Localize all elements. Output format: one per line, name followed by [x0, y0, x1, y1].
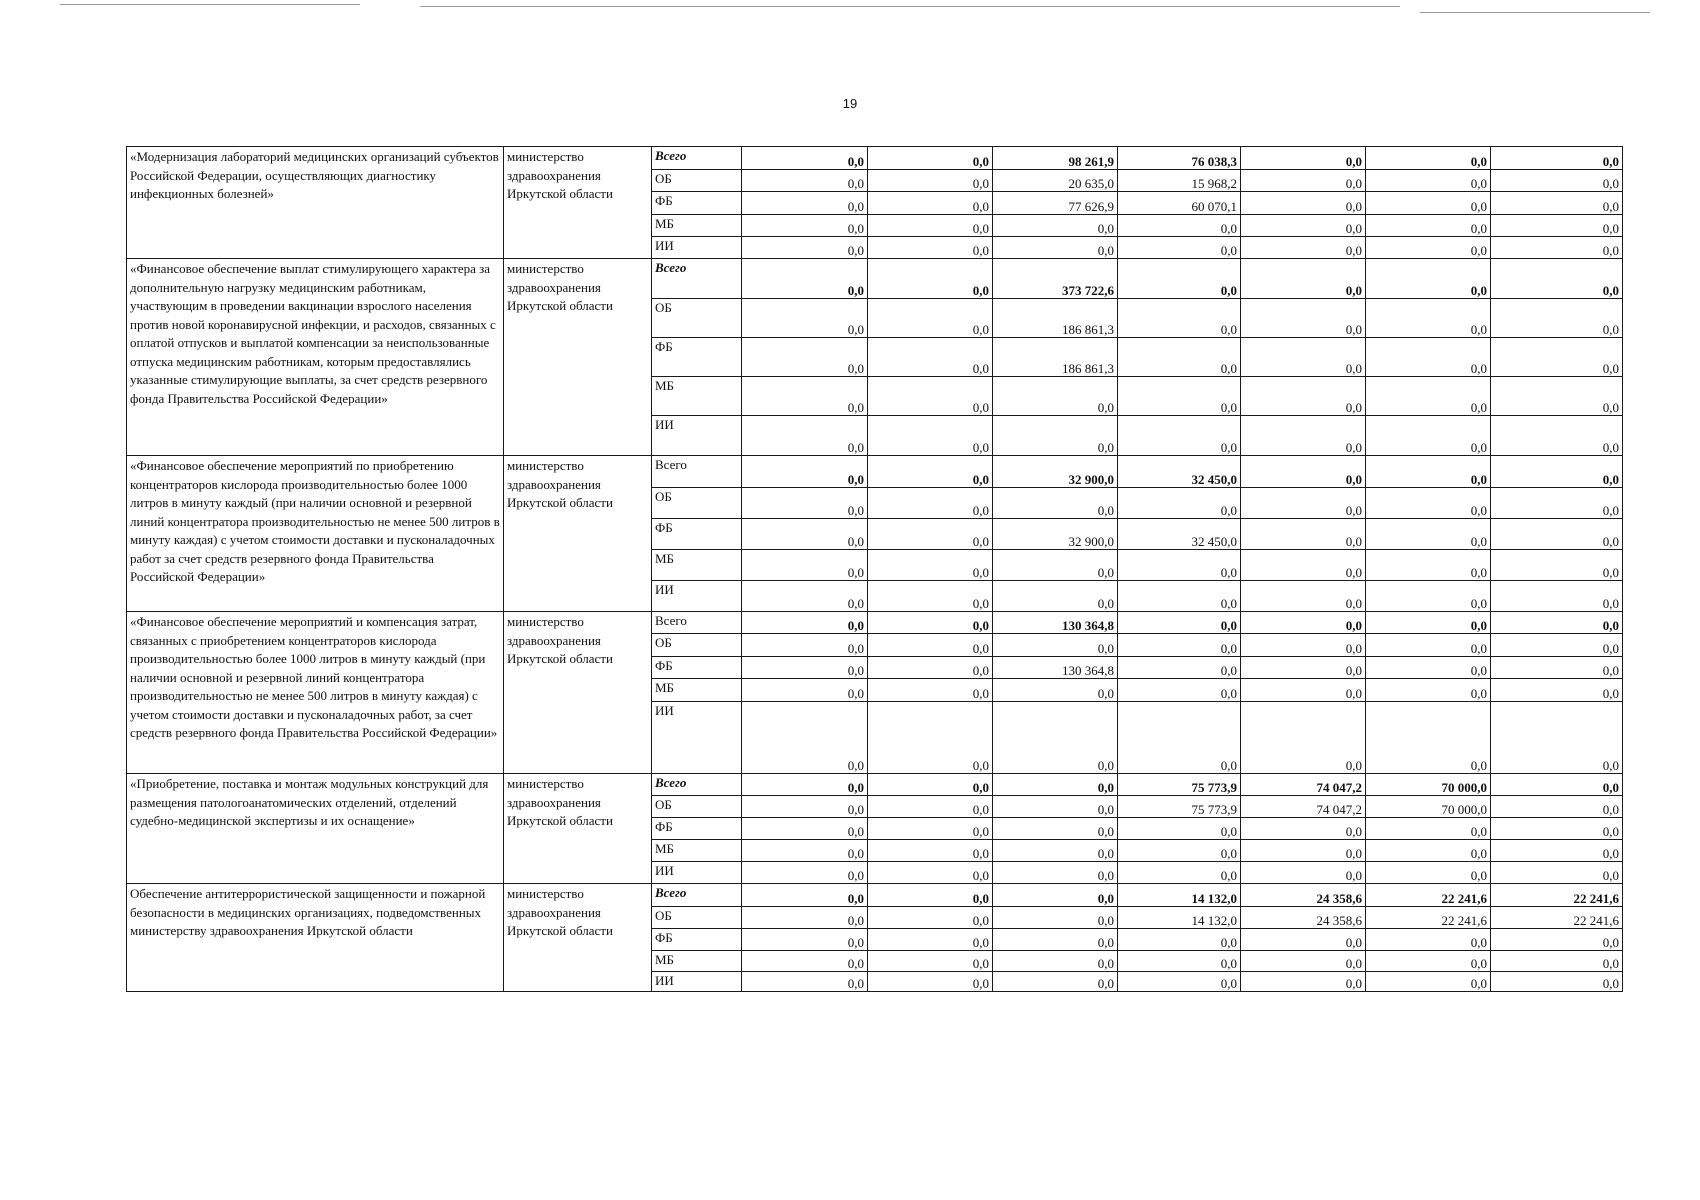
amount-cell: 0,0 — [1241, 929, 1366, 951]
amount-cell: 0,0 — [742, 818, 868, 840]
funding-source: ИИ — [652, 237, 742, 259]
responsible-executor: министерство здравоохранения Иркутской области — [504, 147, 652, 259]
amount-cell: 0,0 — [1491, 796, 1623, 818]
amount-cell: 0,0 — [868, 657, 993, 679]
funding-source: ИИ — [652, 416, 742, 456]
amount-cell: 75 773,9 — [1118, 774, 1241, 796]
amount-cell: 0,0 — [1241, 456, 1366, 488]
amount-cell: 0,0 — [1366, 170, 1491, 192]
amount-cell: 0,0 — [1491, 488, 1623, 519]
amount-cell: 0,0 — [1241, 259, 1366, 299]
amount-cell: 22 241,6 — [1366, 907, 1491, 929]
amount-cell: 0,0 — [868, 634, 993, 657]
funding-source: МБ — [652, 951, 742, 972]
amount-cell: 373 722,6 — [993, 259, 1118, 299]
amount-cell: 74 047,2 — [1241, 796, 1366, 818]
amount-cell: 0,0 — [742, 215, 868, 237]
amount-cell: 0,0 — [742, 237, 868, 259]
amount-cell: 0,0 — [742, 259, 868, 299]
amount-cell: 0,0 — [993, 679, 1118, 702]
amount-cell: 0,0 — [742, 488, 868, 519]
amount-cell: 76 038,3 — [1118, 147, 1241, 170]
amount-cell: 0,0 — [1491, 818, 1623, 840]
amount-cell: 0,0 — [1241, 147, 1366, 170]
amount-cell: 0,0 — [1118, 840, 1241, 862]
amount-cell: 0,0 — [1241, 612, 1366, 634]
amount-cell: 0,0 — [1241, 818, 1366, 840]
amount-cell: 130 364,8 — [993, 612, 1118, 634]
amount-cell: 0,0 — [1366, 840, 1491, 862]
amount-cell: 0,0 — [1366, 657, 1491, 679]
funding-source: ИИ — [652, 702, 742, 774]
activity-name: «Финансовое обеспечение выплат стимулирующего характера за дополнительную нагрузку медицинским работникам, участвующим в проведении вакцинации взрослого населения против новой коронавирусной инфекции, и расходов, связанных с оплатой отпусков и выплатой компенсации за неиспользованные отпуска медицинским работникам, которым предоставлялись указанные стимулирующие выплаты, за счет средств резервного фонда Правительства Российской Федерации» — [127, 259, 504, 456]
amount-cell: 0,0 — [1366, 259, 1491, 299]
amount-cell: 0,0 — [1241, 840, 1366, 862]
funding-source: ОБ — [652, 488, 742, 519]
amount-cell: 0,0 — [1491, 192, 1623, 215]
amount-cell: 0,0 — [1366, 634, 1491, 657]
amount-cell: 0,0 — [1491, 170, 1623, 192]
amount-cell: 0,0 — [993, 634, 1118, 657]
amount-cell: 0,0 — [1118, 299, 1241, 338]
amount-cell: 0,0 — [1491, 237, 1623, 259]
amount-cell: 186 861,3 — [993, 299, 1118, 338]
amount-cell: 0,0 — [1366, 679, 1491, 702]
activity-name: «Финансовое обеспечение мероприятий и компенсация затрат, связанных с приобретением концентраторов кислорода производительностью более 1000 литров в минуту каждый (при наличии основной и резервной линий концентратора производительностью не менее 500 литров в минуту каждая) с учетом стоимости доставки и пусконаладочных работ, за счет средств резервного фонда Правительства Российской Федерации» — [127, 612, 504, 774]
amount-cell: 0,0 — [1118, 702, 1241, 774]
amount-cell: 32 450,0 — [1118, 519, 1241, 550]
funding-source: ИИ — [652, 862, 742, 884]
amount-cell: 0,0 — [868, 702, 993, 774]
amount-cell: 0,0 — [742, 774, 868, 796]
amount-cell: 0,0 — [868, 796, 993, 818]
amount-cell: 0,0 — [1118, 259, 1241, 299]
amount-cell: 0,0 — [993, 862, 1118, 884]
funding-source: ИИ — [652, 972, 742, 992]
amount-cell: 0,0 — [742, 192, 868, 215]
amount-cell: 0,0 — [1241, 702, 1366, 774]
amount-cell: 0,0 — [1118, 488, 1241, 519]
amount-cell: 0,0 — [742, 796, 868, 818]
amount-cell: 14 132,0 — [1118, 884, 1241, 907]
amount-cell: 0,0 — [868, 679, 993, 702]
funding-source: ФБ — [652, 657, 742, 679]
amount-cell: 22 241,6 — [1491, 907, 1623, 929]
amount-cell: 24 358,6 — [1241, 884, 1366, 907]
funding-source: ОБ — [652, 634, 742, 657]
amount-cell: 0,0 — [1491, 612, 1623, 634]
amount-cell: 0,0 — [1241, 215, 1366, 237]
amount-cell: 24 358,6 — [1241, 907, 1366, 929]
amount-cell: 0,0 — [1491, 840, 1623, 862]
amount-cell: 0,0 — [1118, 377, 1241, 416]
amount-cell: 0,0 — [868, 519, 993, 550]
amount-cell: 0,0 — [742, 951, 868, 972]
amount-cell: 0,0 — [1241, 338, 1366, 377]
amount-cell: 60 070,1 — [1118, 192, 1241, 215]
amount-cell: 0,0 — [742, 679, 868, 702]
funding-source: Всего — [652, 884, 742, 907]
amount-cell: 0,0 — [742, 840, 868, 862]
amount-cell: 0,0 — [1366, 951, 1491, 972]
funding-source: МБ — [652, 679, 742, 702]
amount-cell: 0,0 — [742, 612, 868, 634]
funding-source: ИИ — [652, 581, 742, 612]
amount-cell: 0,0 — [1118, 416, 1241, 456]
amount-cell: 0,0 — [993, 550, 1118, 581]
amount-cell: 0,0 — [742, 581, 868, 612]
amount-cell: 0,0 — [868, 488, 993, 519]
amount-cell: 0,0 — [1491, 951, 1623, 972]
amount-cell: 0,0 — [742, 147, 868, 170]
amount-cell: 0,0 — [1118, 612, 1241, 634]
responsible-executor: министерство здравоохранения Иркутской области — [504, 612, 652, 774]
amount-cell: 0,0 — [868, 237, 993, 259]
amount-cell: 0,0 — [1118, 581, 1241, 612]
amount-cell: 0,0 — [1491, 702, 1623, 774]
amount-cell: 0,0 — [1118, 929, 1241, 951]
amount-cell: 0,0 — [1241, 634, 1366, 657]
amount-cell: 0,0 — [1366, 338, 1491, 377]
amount-cell: 0,0 — [742, 657, 868, 679]
activity-name: Обеспечение антитеррористической защищенности и пожарной безопасности в медицинских организациях, подведомственных министерству здравоохранения Иркутской области — [127, 884, 504, 992]
page-number: 19 — [842, 96, 858, 111]
amount-cell: 0,0 — [993, 774, 1118, 796]
budget-table — [126, 146, 1623, 992]
table-row — [127, 774, 1623, 796]
amount-cell: 0,0 — [1491, 456, 1623, 488]
amount-cell: 0,0 — [742, 884, 868, 907]
amount-cell: 0,0 — [1366, 929, 1491, 951]
amount-cell: 0,0 — [1366, 192, 1491, 215]
amount-cell: 0,0 — [1118, 951, 1241, 972]
amount-cell: 0,0 — [993, 237, 1118, 259]
amount-cell: 0,0 — [868, 951, 993, 972]
amount-cell: 0,0 — [1241, 416, 1366, 456]
amount-cell: 0,0 — [1491, 215, 1623, 237]
amount-cell: 0,0 — [1241, 972, 1366, 992]
amount-cell: 0,0 — [993, 818, 1118, 840]
amount-cell: 0,0 — [1366, 818, 1491, 840]
amount-cell: 0,0 — [1241, 519, 1366, 550]
funding-source: ФБ — [652, 519, 742, 550]
amount-cell: 0,0 — [1366, 702, 1491, 774]
amount-cell: 32 900,0 — [993, 519, 1118, 550]
activity-name: «Приобретение, поставка и монтаж модульных конструкций для размещения патологоанатомических отделений, отделений судебно-медицинской экспертизы и их оснащение» — [127, 774, 504, 884]
amount-cell: 0,0 — [993, 907, 1118, 929]
amount-cell: 0,0 — [868, 884, 993, 907]
amount-cell: 0,0 — [868, 818, 993, 840]
amount-cell: 0,0 — [1491, 581, 1623, 612]
funding-source: МБ — [652, 215, 742, 237]
amount-cell: 0,0 — [1491, 634, 1623, 657]
funding-source: ФБ — [652, 192, 742, 215]
amount-cell: 0,0 — [1491, 519, 1623, 550]
amount-cell: 0,0 — [868, 550, 993, 581]
amount-cell: 0,0 — [1491, 862, 1623, 884]
amount-cell: 0,0 — [742, 972, 868, 992]
amount-cell: 0,0 — [993, 840, 1118, 862]
amount-cell: 0,0 — [1491, 147, 1623, 170]
amount-cell: 0,0 — [1366, 215, 1491, 237]
amount-cell: 0,0 — [1241, 299, 1366, 338]
funding-source: Всего — [652, 259, 742, 299]
amount-cell: 0,0 — [742, 929, 868, 951]
table-row — [127, 884, 1623, 907]
amount-cell: 0,0 — [868, 215, 993, 237]
amount-cell: 0,0 — [1241, 237, 1366, 259]
amount-cell: 0,0 — [868, 259, 993, 299]
funding-source: ОБ — [652, 170, 742, 192]
amount-cell: 0,0 — [868, 907, 993, 929]
amount-cell: 0,0 — [868, 862, 993, 884]
amount-cell: 0,0 — [993, 702, 1118, 774]
amount-cell: 22 241,6 — [1366, 884, 1491, 907]
amount-cell: 20 635,0 — [993, 170, 1118, 192]
amount-cell: 0,0 — [1366, 456, 1491, 488]
amount-cell: 0,0 — [993, 884, 1118, 907]
amount-cell: 0,0 — [868, 338, 993, 377]
amount-cell: 0,0 — [1241, 679, 1366, 702]
amount-cell: 0,0 — [1491, 259, 1623, 299]
funding-source: МБ — [652, 840, 742, 862]
amount-cell: 0,0 — [868, 377, 993, 416]
amount-cell: 0,0 — [868, 612, 993, 634]
funding-source: Всего — [652, 147, 742, 170]
funding-source: Всего — [652, 612, 742, 634]
amount-cell: 0,0 — [742, 299, 868, 338]
amount-cell: 70 000,0 — [1366, 774, 1491, 796]
responsible-executor: министерство здравоохранения Иркутской области — [504, 774, 652, 884]
amount-cell: 32 900,0 — [993, 456, 1118, 488]
amount-cell: 0,0 — [1491, 377, 1623, 416]
amount-cell: 74 047,2 — [1241, 774, 1366, 796]
amount-cell: 0,0 — [1241, 951, 1366, 972]
amount-cell: 0,0 — [868, 192, 993, 215]
amount-cell: 0,0 — [993, 488, 1118, 519]
amount-cell: 0,0 — [1118, 657, 1241, 679]
scan-artifact — [420, 6, 1400, 7]
amount-cell: 98 261,9 — [993, 147, 1118, 170]
amount-cell: 0,0 — [1491, 774, 1623, 796]
scan-artifact — [60, 4, 360, 5]
amount-cell: 0,0 — [993, 581, 1118, 612]
amount-cell: 0,0 — [1491, 416, 1623, 456]
activity-name: «Финансовое обеспечение мероприятий по приобретению концентраторов кислорода производительностью более 1000 литров в минуту каждый (при наличии основной и резервной линий концентратора производительностью не менее 500 литров в минуту каждая) с учетом стоимости доставки и пусконаладочных работ за счет средств резервного фонда Правительства Российской Федерации» — [127, 456, 504, 612]
table-row — [127, 147, 1623, 170]
amount-cell: 0,0 — [742, 456, 868, 488]
amount-cell: 0,0 — [1366, 377, 1491, 416]
amount-cell: 0,0 — [1241, 170, 1366, 192]
funding-source: ОБ — [652, 796, 742, 818]
responsible-executor: министерство здравоохранения Иркутской области — [504, 456, 652, 612]
amount-cell: 0,0 — [1366, 612, 1491, 634]
amount-cell: 0,0 — [1118, 338, 1241, 377]
amount-cell: 0,0 — [1491, 299, 1623, 338]
amount-cell: 0,0 — [868, 147, 993, 170]
amount-cell: 0,0 — [742, 907, 868, 929]
amount-cell: 0,0 — [1241, 581, 1366, 612]
amount-cell: 0,0 — [1366, 416, 1491, 456]
responsible-executor: министерство здравоохранения Иркутской области — [504, 884, 652, 992]
amount-cell: 0,0 — [993, 215, 1118, 237]
funding-source: ФБ — [652, 338, 742, 377]
table-row — [127, 612, 1623, 634]
amount-cell: 0,0 — [1366, 862, 1491, 884]
amount-cell: 75 773,9 — [1118, 796, 1241, 818]
amount-cell: 14 132,0 — [1118, 907, 1241, 929]
amount-cell: 0,0 — [742, 634, 868, 657]
amount-cell: 0,0 — [742, 377, 868, 416]
amount-cell: 130 364,8 — [993, 657, 1118, 679]
amount-cell: 0,0 — [993, 951, 1118, 972]
amount-cell: 0,0 — [1241, 488, 1366, 519]
amount-cell: 0,0 — [742, 338, 868, 377]
amount-cell: 0,0 — [1366, 519, 1491, 550]
responsible-executor: министерство здравоохранения Иркутской области — [504, 259, 652, 456]
amount-cell: 0,0 — [1241, 192, 1366, 215]
amount-cell: 0,0 — [1366, 550, 1491, 581]
amount-cell: 0,0 — [1118, 818, 1241, 840]
amount-cell: 0,0 — [993, 796, 1118, 818]
amount-cell: 0,0 — [1118, 237, 1241, 259]
amount-cell: 0,0 — [1118, 634, 1241, 657]
amount-cell: 0,0 — [742, 862, 868, 884]
amount-cell: 0,0 — [868, 170, 993, 192]
amount-cell: 0,0 — [1118, 215, 1241, 237]
amount-cell: 32 450,0 — [1118, 456, 1241, 488]
amount-cell: 0,0 — [1366, 147, 1491, 170]
amount-cell: 0,0 — [1491, 679, 1623, 702]
amount-cell: 0,0 — [993, 929, 1118, 951]
funding-source: ОБ — [652, 299, 742, 338]
funding-source: ФБ — [652, 929, 742, 951]
amount-cell: 0,0 — [1366, 299, 1491, 338]
amount-cell: 0,0 — [1241, 657, 1366, 679]
amount-cell: 0,0 — [1366, 488, 1491, 519]
amount-cell: 0,0 — [1366, 581, 1491, 612]
amount-cell: 0,0 — [1366, 972, 1491, 992]
table-row — [127, 456, 1623, 488]
funding-source: МБ — [652, 377, 742, 416]
amount-cell: 0,0 — [993, 972, 1118, 992]
amount-cell: 0,0 — [868, 456, 993, 488]
amount-cell: 70 000,0 — [1366, 796, 1491, 818]
amount-cell: 22 241,6 — [1491, 884, 1623, 907]
amount-cell: 0,0 — [868, 416, 993, 456]
amount-cell: 0,0 — [742, 519, 868, 550]
amount-cell: 0,0 — [1118, 862, 1241, 884]
amount-cell: 77 626,9 — [993, 192, 1118, 215]
amount-cell: 0,0 — [1118, 972, 1241, 992]
amount-cell: 0,0 — [868, 840, 993, 862]
amount-cell: 0,0 — [1491, 929, 1623, 951]
amount-cell: 0,0 — [1118, 550, 1241, 581]
amount-cell: 0,0 — [1366, 237, 1491, 259]
amount-cell: 0,0 — [742, 550, 868, 581]
amount-cell: 0,0 — [1491, 972, 1623, 992]
amount-cell: 186 861,3 — [993, 338, 1118, 377]
funding-source: Всего — [652, 774, 742, 796]
amount-cell: 0,0 — [868, 774, 993, 796]
amount-cell: 0,0 — [868, 972, 993, 992]
amount-cell: 0,0 — [1241, 377, 1366, 416]
amount-cell: 0,0 — [742, 170, 868, 192]
amount-cell: 0,0 — [1491, 550, 1623, 581]
amount-cell: 0,0 — [1241, 550, 1366, 581]
amount-cell: 0,0 — [742, 702, 868, 774]
amount-cell: 15 968,2 — [1118, 170, 1241, 192]
scan-artifact — [1420, 12, 1650, 13]
amount-cell: 0,0 — [1491, 657, 1623, 679]
amount-cell: 0,0 — [868, 581, 993, 612]
activity-name: «Модернизация лабораторий медицинских организаций субъектов Российской Федерации, осуществляющих диагностику инфекционных болезней» — [127, 147, 504, 259]
amount-cell: 0,0 — [868, 929, 993, 951]
funding-source: ОБ — [652, 907, 742, 929]
funding-source: Всего — [652, 456, 742, 488]
amount-cell: 0,0 — [1241, 862, 1366, 884]
amount-cell: 0,0 — [993, 416, 1118, 456]
amount-cell: 0,0 — [742, 416, 868, 456]
amount-cell: 0,0 — [1491, 338, 1623, 377]
funding-source: МБ — [652, 550, 742, 581]
amount-cell: 0,0 — [868, 299, 993, 338]
funding-source: ФБ — [652, 818, 742, 840]
amount-cell: 0,0 — [993, 377, 1118, 416]
amount-cell: 0,0 — [1118, 679, 1241, 702]
table-row — [127, 259, 1623, 299]
